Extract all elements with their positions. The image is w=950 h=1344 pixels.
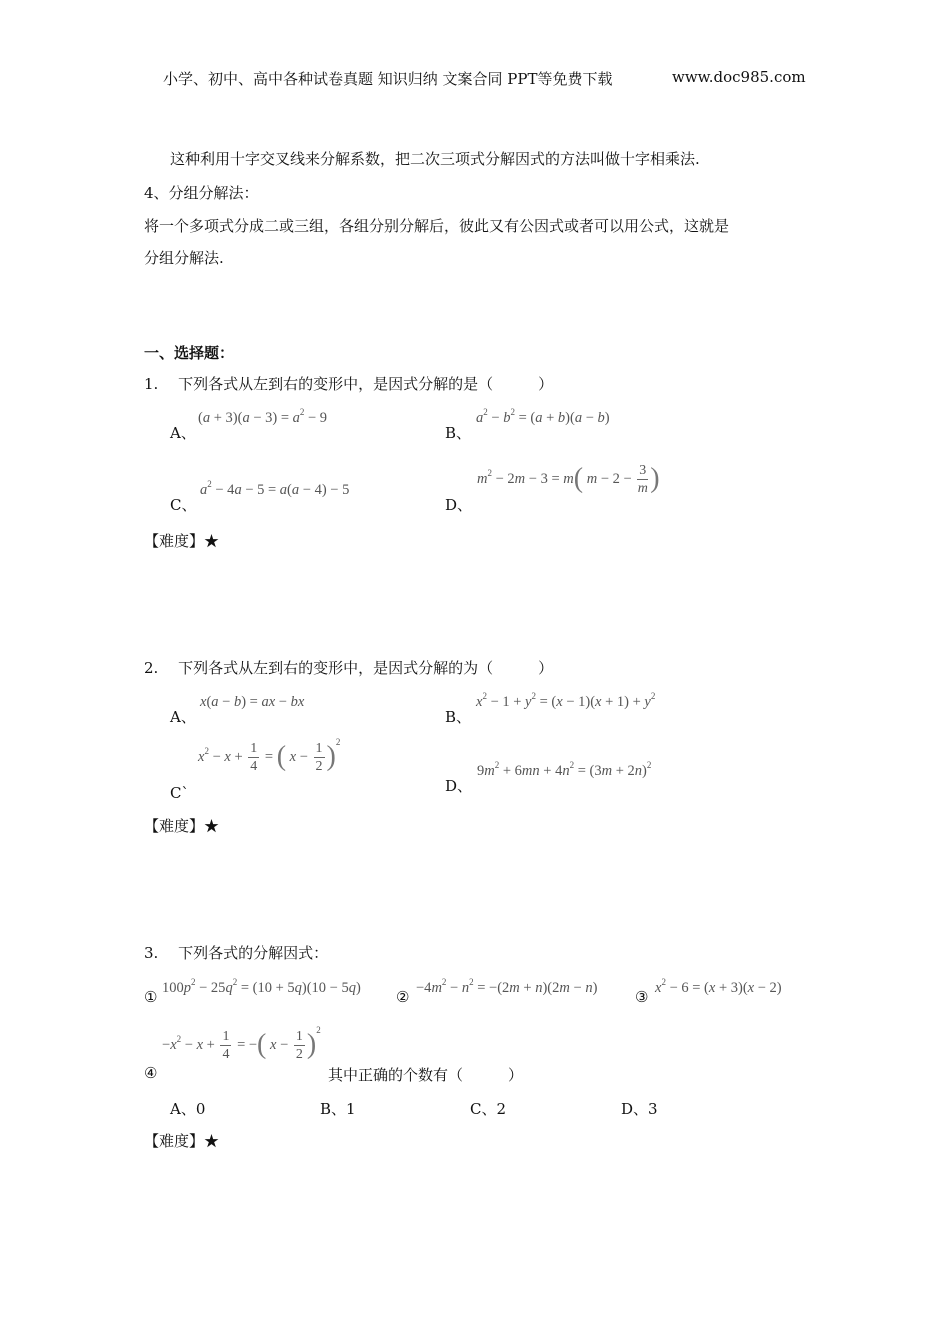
q3-option-c: C、2 <box>470 1100 507 1118</box>
q3-marker-1: ① <box>144 988 158 1006</box>
q1-d-frac-num: 3 <box>639 463 647 478</box>
q2-option-d-formula: $9m^2 + 6mn + 4n^2 = (3m + 2n)^2$ <box>477 760 652 779</box>
q2-option-c-formula: $x^2 - x$ + $\frac{1}{4}$ = ( x − $\frac{1}{2}$ )$^2$ <box>198 736 341 774</box>
q2-c-frac1-den: 4 <box>250 759 258 774</box>
q3-formula-3: $x^2 - 6 = (x + 3)(x - 2)$ <box>655 977 782 996</box>
q2-difficulty: 【难度】★ <box>144 817 220 835</box>
q3-formula-1: $100p^2 - 25q^2 = (10 + 5q)(10 - 5q)$ <box>162 977 361 996</box>
q3-f4-frac1-num: 1 <box>222 1029 230 1044</box>
q3-formula-2: $-4m^2 - n^2 = -(2m + n)(2m - n)$ <box>416 977 598 996</box>
q2-option-a-formula: x(a − b) = ax − bx <box>200 694 305 710</box>
q3-marker-3: ③ <box>635 988 649 1006</box>
q1-option-d-formula: $m^2 - 2m - 3 = m$( m − 2 − $\frac{3}{m}$ ) <box>477 462 660 496</box>
q1-option-c-formula: $a^2 - 4a - 5 = a(a - 4) - 5$ <box>200 479 350 498</box>
q2-c-frac2-den: 2 <box>315 759 323 774</box>
intro-line-3: 分组分解法. <box>144 249 224 267</box>
q3-option-d: D、3 <box>621 1100 658 1118</box>
q1-option-b-formula: $a^2 - b^2 = (a + b)(a - b)$ <box>476 407 610 426</box>
q3-f4-frac1-den: 4 <box>222 1047 230 1062</box>
intro-line-2: 将一个多项式分成二或三组，各组分别分解后，彼此又有公因式或者可以用公式，这就是 <box>144 217 730 235</box>
q3-difficulty: 【难度】★ <box>144 1132 220 1150</box>
q2-stem: 2. 下列各式从左到右的变形中，是因式分解的为（ ） <box>144 659 554 677</box>
q2-option-a-label: A、 <box>170 708 196 726</box>
q2-option-d-label: D、 <box>445 777 473 795</box>
q1-stem: 1. 下列各式从左到右的变形中，是因式分解的是（ ） <box>144 375 554 393</box>
q2-option-b-label: B、 <box>445 708 472 726</box>
q3-f4-frac2-num: 1 <box>295 1029 303 1044</box>
q3-option-b: B、1 <box>320 1100 356 1118</box>
q1-difficulty: 【难度】★ <box>144 532 220 550</box>
q1-option-a-label: A、 <box>170 424 196 442</box>
heading-grouping-method: 4、分组分解法： <box>144 184 259 202</box>
q1-option-a-formula: $(a + 3)(a - 3) = a^2 - 9$ <box>198 407 328 426</box>
q2-option-b-formula: $x^2 - 1 + y^2 = (x - 1)(x + 1) + y^2$ <box>476 691 656 710</box>
q1-d-frac-den: m <box>637 481 648 496</box>
intro-line-1: 这种利用十字交叉线来分解系数，把二次三项式分解因式的方法叫做十字相乘法. <box>170 150 700 168</box>
q3-marker-2: ② <box>396 988 410 1006</box>
q3-option-a: A、0 <box>170 1100 206 1118</box>
q2-c-frac2-num: 1 <box>315 741 323 756</box>
q1-option-b-label: B、 <box>445 424 472 442</box>
q3-tail-text: 其中正确的个数有（ ） <box>328 1066 524 1084</box>
q1-option-d-label: D、 <box>445 496 473 514</box>
q3-stem: 3. 下列各式的分解因式： <box>144 944 329 962</box>
q3-formula-4: $-x^2 - x$ + $\frac{1}{4}$ = −( x − $\frac{1}{2}$ )$^2$ <box>162 1024 321 1062</box>
section-title: 一、选择题： <box>144 344 235 362</box>
q3-marker-4: ④ <box>144 1064 158 1082</box>
header-url: www.doc985.com <box>672 68 806 86</box>
q2-option-c-label: C` <box>170 784 189 802</box>
q1-option-c-label: C、 <box>170 496 197 514</box>
header-left-text: 小学、初中、高中各种试卷真题 知识归纳 文案合同 PPT等免费下载 <box>163 70 613 88</box>
q2-c-frac1-num: 1 <box>250 741 258 756</box>
q3-f4-frac2-den: 2 <box>295 1047 303 1062</box>
